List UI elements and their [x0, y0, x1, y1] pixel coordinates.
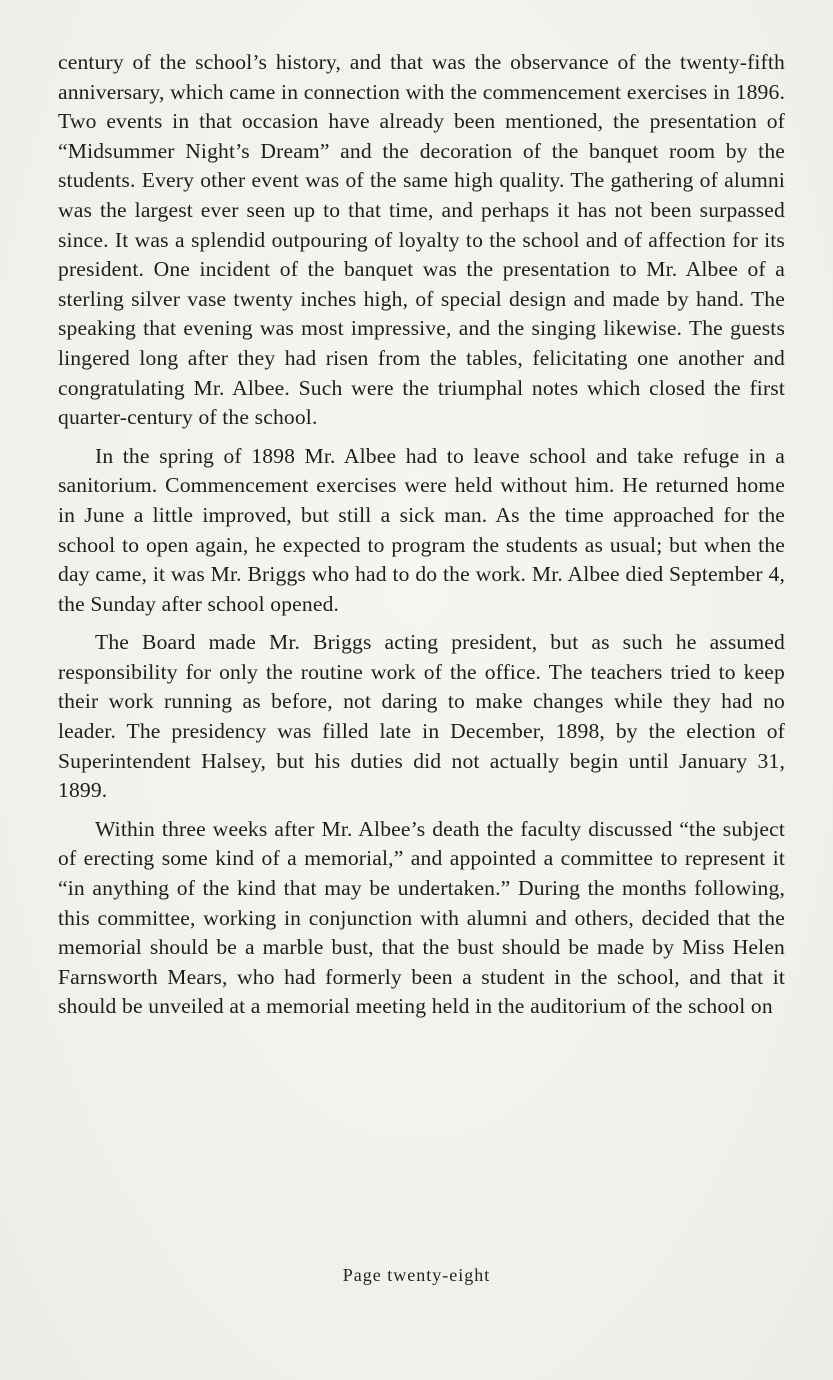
paragraph-1: century of the school’s history, and that was the observance of the twenty-fifth anniversary, which came in connection with the commencement exercises in 1896. Two events in that occasion have already been mentioned, the presentation of “Midsummer Night’s Dream” and the decoration of the banquet room by the students. Every other event was of the same high quality. The gathering of alumni was the largest ever seen up to that time, and perhaps it has not been surpassed since. It was a splendid outpouring of loyalty to the school and of affection for its president. One incident of the banquet was the presentation to Mr. Albee of a sterling silver vase twenty inches high, of special design and made by hand. The speaking that evening was most impressive, and the singing likewise. The guests lingered long after they had risen from the tables, felicitating one another and congratulating Mr. Albee. Such were the triumphal notes which closed the first quarter-century of the school.	[58, 50, 785, 430]
paragraph-3: The Board made Mr. Briggs acting president, but as such he assumed responsibility for only the routine work of the office. The teachers tried to keep their work running as before, not daring to make changes while they had no leader. The presidency was filled late in December, 1898, by the election of Superintendent Halsey, but his duties did not actually begin until January 31, 1899.	[58, 630, 785, 803]
body-text	[58, 48, 785, 1022]
page-number-footer: Page twenty-eight	[342, 1265, 491, 1285]
paragraph-4: Within three weeks after Mr. Albee’s death the faculty discussed “the subject of erecting some kind of a memorial,” and appointed a committee to represent it “in anything of the kind that may be undertaken.” During the months following, this committee, working in conjunction with alumni and others, decided that the memorial should be a marble bust, that the bust should be made by Miss Helen Farnsworth Mears, who had formerly been a student in the school, and that it should be unveiled at a memorial meeting held in the auditorium of the school on	[58, 816, 785, 1019]
paragraph-2: In the spring of 1898 Mr. Albee had to leave school and take refuge in a sanitorium. Commencement exercises were held without him. He returned home in June a little improved, but still a sick man. As the time approached for the school to open again, he expected to program the students as usual; but when the day came, it was Mr. Briggs who had to do the work. Mr. Albee died September 4, the Sunday after school opened.	[58, 443, 785, 616]
